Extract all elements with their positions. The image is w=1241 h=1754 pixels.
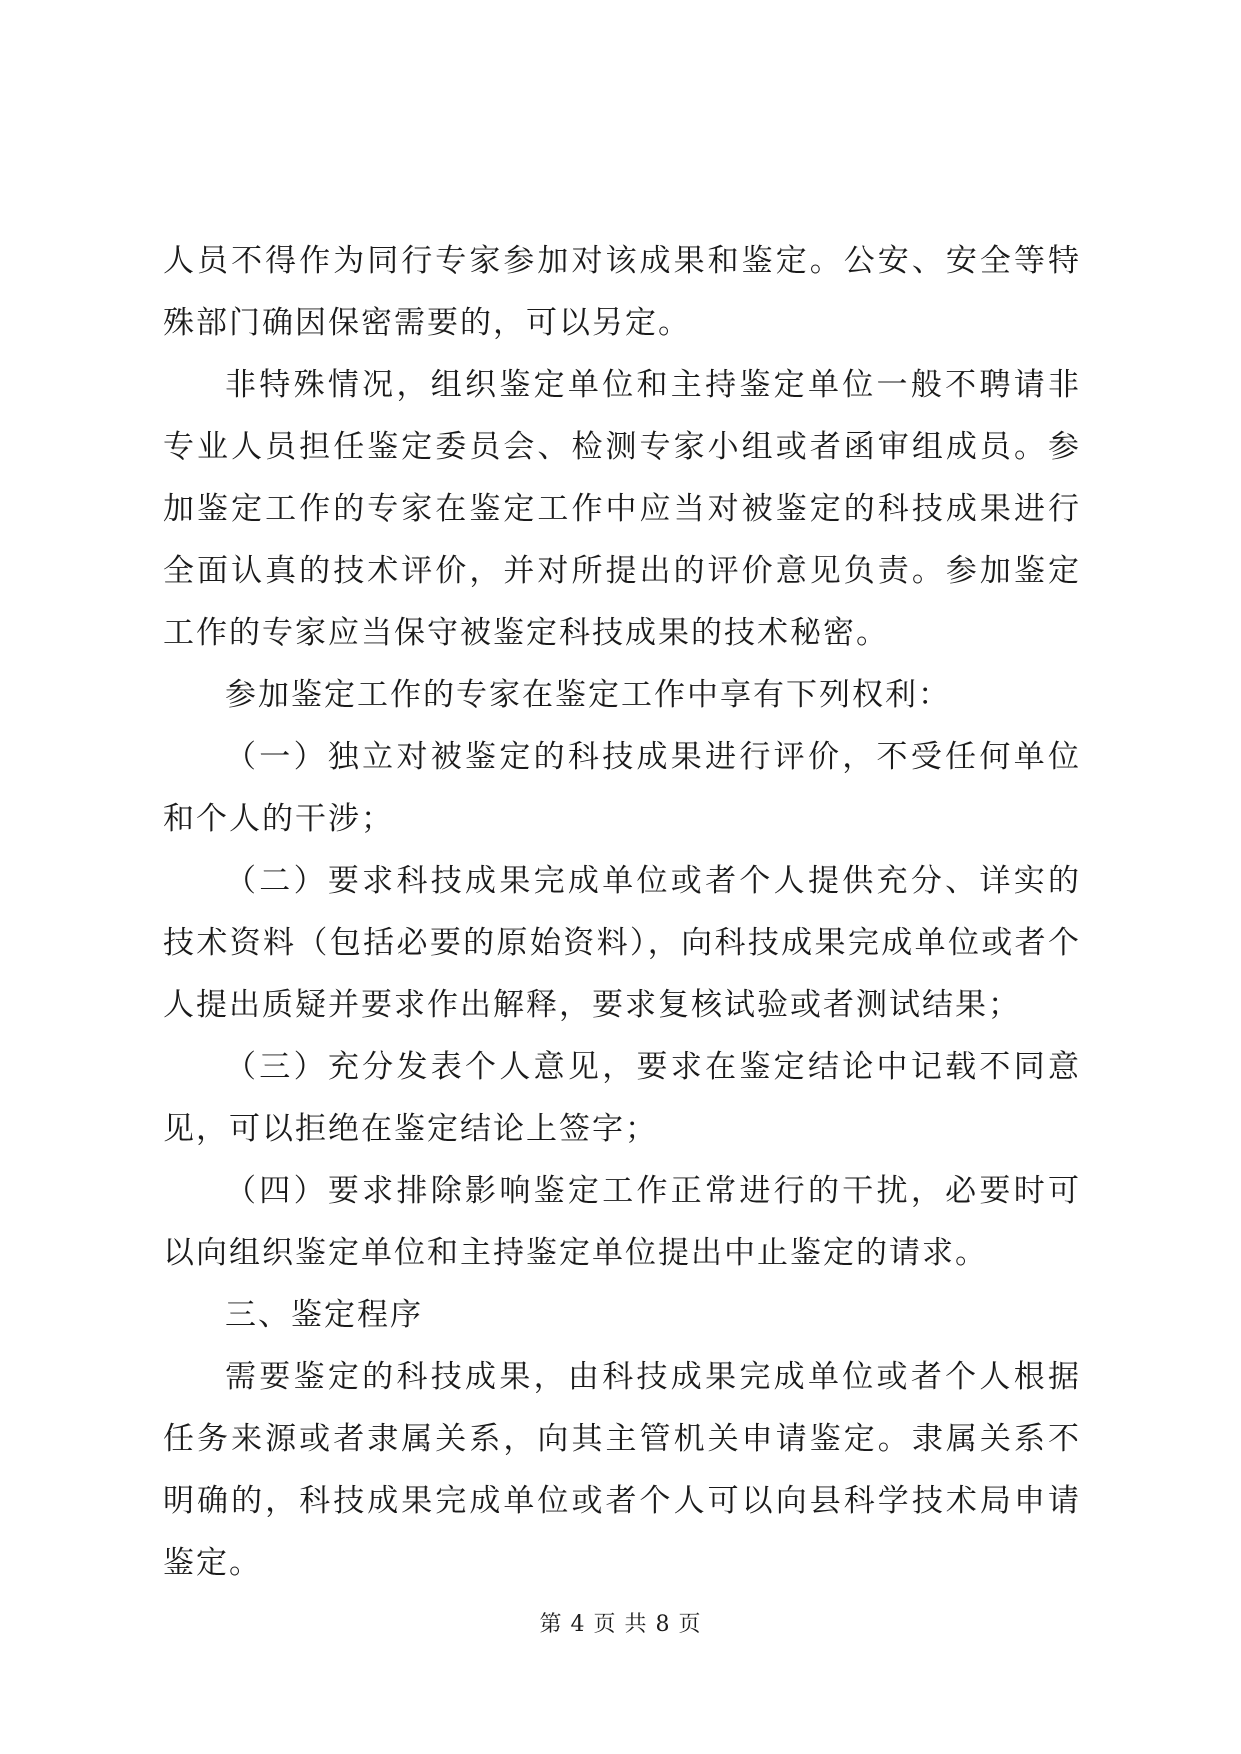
section-heading: 三、鉴定程序 <box>225 1297 423 1333</box>
paragraph-application-procedure: 需要鉴定的科技成果，由科技成果完成单位或者个人根据任务来源或者隶属关系，向其主管机关申请鉴定。隶属关系不明确的，科技成果完成单位或者个人可以向县科学技术局申请鉴定。 <box>163 1359 1081 1581</box>
document-body <box>163 230 1081 1594</box>
list-item-right-2: （二）要求科技成果完成单位或者个人提供充分、详实的技术资料（包括必要的原始资料），向科技成果完成单位或者个人提出质疑并要求作出解释，要求复核试验或者测试结果； <box>163 863 1081 1023</box>
list-item-right-1: （一）独立对被鉴定的科技成果进行评价，不受任何单位和个人的干涉； <box>163 739 1081 837</box>
list-item-right-4: （四）要求排除影响鉴定工作正常进行的干扰，必要时可以向组织鉴定单位和主持鉴定单位提出中止鉴定的请求。 <box>163 1173 1081 1271</box>
paragraph-expert-requirements: 非特殊情况，组织鉴定单位和主持鉴定单位一般不聘请非专业人员担任鉴定委员会、检测专家小组或者函审组成员。参加鉴定工作的专家在鉴定工作中应当对被鉴定的科技成果进行全面认真的技术评价，并对所提出的评价意见负责。参加鉴定工作的专家应当保守被鉴定科技成果的技术秘密。 <box>163 367 1081 651</box>
paragraph-expert-rights-intro: 参加鉴定工作的专家在鉴定工作中享有下列权利： <box>225 677 951 713</box>
page-number-footer: 第 4 页 共 8 页 <box>539 1612 702 1637</box>
list-item-right-3: （三）充分发表个人意见，要求在鉴定结论中记载不同意见，可以拒绝在鉴定结论上签字； <box>163 1049 1081 1147</box>
paragraph-continuation: 人员不得作为同行专家参加对该成果和鉴定。公安、安全等特殊部门确因保密需要的，可以另定。 <box>163 243 1081 341</box>
